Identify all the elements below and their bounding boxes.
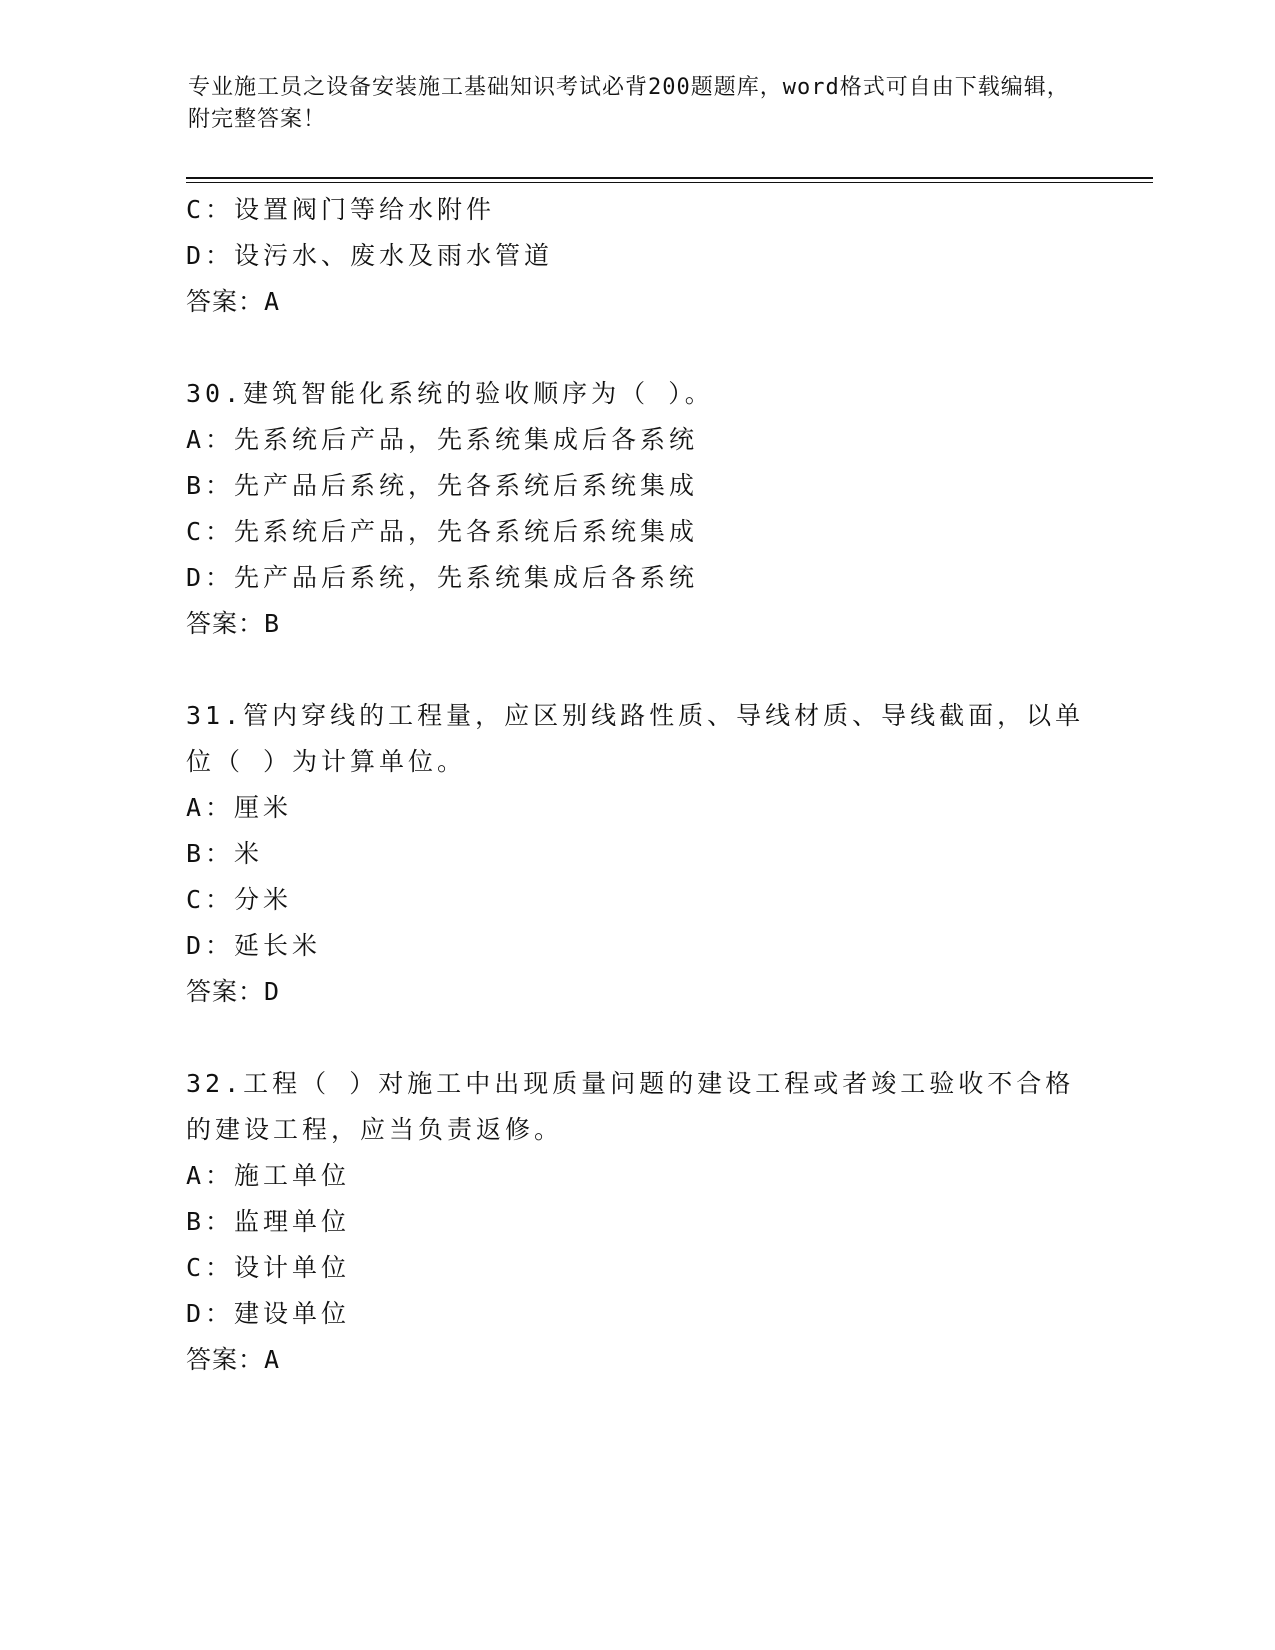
option-d: D：建设单位 (186, 1299, 351, 1328)
partial-question (186, 187, 1086, 325)
question-32 (186, 1061, 1086, 1383)
question-stem: 32.工程（ ）对施工中出现质量问题的建设工程或者竣工验收不合格的建设工程，应当负责返修。 (186, 1069, 1075, 1144)
question-30 (186, 371, 1086, 647)
question-list (186, 187, 1086, 1383)
option-c: C：设置阀门等给水附件 (186, 195, 496, 224)
option-d: D：延长米 (186, 931, 322, 960)
option-a: A：施工单位 (186, 1161, 351, 1190)
option-c: C：先系统后产品，先各系统后系统集成 (186, 517, 699, 546)
spacer (186, 647, 1086, 693)
spacer (186, 1015, 1086, 1061)
spacer (186, 325, 1086, 371)
answer-line: 答案：A (186, 1345, 281, 1374)
header-divider (186, 177, 1153, 183)
question-stem: 31.管内穿线的工程量，应区别线路性质、导线材质、导线截面，以单位（ ）为计算单位。 (186, 701, 1085, 776)
question-31 (186, 693, 1086, 1015)
document-header: 专业施工员之设备安装施工基础知识考试必背200题题库，word格式可自由下载编辑，附完整答案！ (188, 75, 1070, 132)
option-d: D：先产品后系统，先系统集成后各系统 (186, 563, 699, 592)
question-stem: 30.建筑智能化系统的验收顺序为（ ）。 (186, 379, 714, 408)
answer-line: 答案：A (186, 287, 281, 316)
option-b: B：米 (186, 839, 264, 868)
answer-line: 答案：B (186, 609, 281, 638)
option-c: C：设计单位 (186, 1253, 351, 1282)
option-b: B：先产品后系统，先各系统后系统集成 (186, 471, 699, 500)
answer-line: 答案：D (186, 977, 281, 1006)
option-a: A：先系统后产品，先系统集成后各系统 (186, 425, 699, 454)
option-a: A：厘米 (186, 793, 293, 822)
option-c: C：分米 (186, 885, 293, 914)
option-b: B：监理单位 (186, 1207, 351, 1236)
option-d: D：设污水、废水及雨水管道 (186, 241, 554, 270)
